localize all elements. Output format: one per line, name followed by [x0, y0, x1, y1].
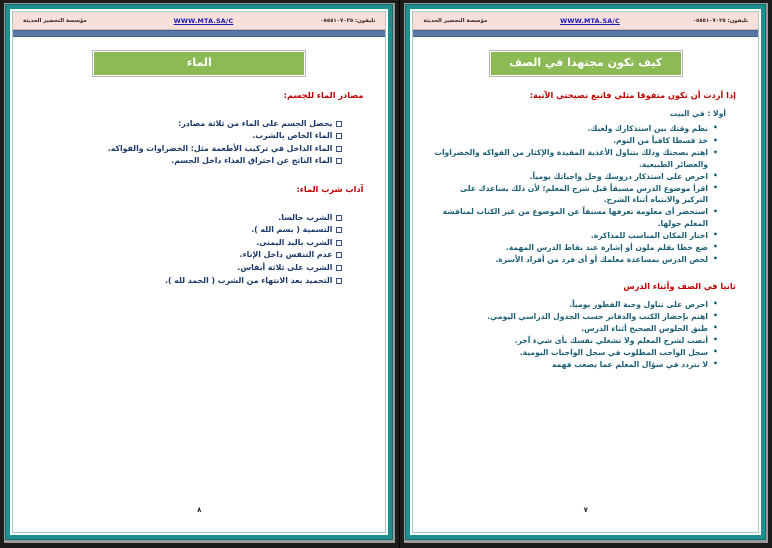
page-right-inner: [12, 11, 386, 533]
header-organization-left: مؤسسة التحضير الحديثة: [423, 17, 488, 24]
page-left-body: [413, 37, 758, 504]
list-item: • احرص على استذكار دروسك وحل واجباتك يومياً.: [433, 171, 718, 183]
list-item: التسمية ( بسم الله ).: [33, 224, 343, 237]
list-item: • طبق الجلوس الصحيح أثناء الدرس.: [433, 323, 718, 335]
spacer: [27, 108, 371, 118]
list-item: الشرب على ثلاثة أنفاس.: [33, 262, 343, 275]
list-item: الماء الخاص بالشرب.: [33, 130, 343, 143]
page-right-body: [13, 37, 385, 504]
page-left-container: [400, 0, 772, 548]
page-number-right: ٨: [197, 506, 202, 514]
page-left-title: كيف تكون مجتهدا في الصف: [490, 51, 682, 76]
list-item: • أنصت لشرح المعلم ولا تشغلي نفسك بأى شيء آخر.: [433, 335, 718, 347]
page-left-title-wrap: [427, 51, 744, 76]
list-item: • نظم وقتك بين استذكارك ولعبك.: [433, 123, 718, 135]
list-item: • لخص الدرس بمساعدة معلمك أو أى فرد من أفراد الأسرة.: [433, 254, 718, 266]
page-left-inner: [412, 11, 759, 533]
spacer: [27, 202, 371, 212]
list-item: • اهتم بإحضار الكتب والدفاتر حسب الجدول الدراسي اليومي.: [433, 311, 718, 323]
page-left-shadow: [404, 3, 768, 543]
page-left-footer: [413, 504, 758, 532]
page-number-left: ٧: [583, 506, 588, 514]
checkbox-list-water-sources: [33, 118, 343, 169]
page-right-shadow: [4, 3, 395, 543]
page-right: [6, 5, 392, 539]
section-heading-water-sources: مصادر الماء للجسم:: [283, 90, 364, 101]
bullet-list-home: [433, 123, 718, 265]
list-item: عدم التنفس داخل الإناء.: [33, 249, 343, 262]
header-website-link-right[interactable]: WWW.MTA.SA/C: [173, 16, 234, 25]
list-item: • اهتم بصحتك وذلك بتناول الأغذية المفيدة والإكثار من الفواكه والخضراوات والعصائر الطبيعية.: [433, 147, 718, 170]
list-item: الماء الناتج عن احتراق الغذاء داخل الجسم.: [33, 155, 343, 168]
section-heading-classroom: ثانيا في الصف وأثناء الدرس: [623, 281, 736, 292]
list-item: • خذ قسطا كافياً من النوم.: [433, 135, 718, 147]
header-rule-right: [13, 30, 385, 37]
list-item: الماء الداخل في تركيب الأطعمة مثل: الخضراوات والفواكه.: [33, 143, 343, 156]
checkbox-list-drinking-etiquette: [33, 212, 343, 288]
header-rule-left: [413, 30, 758, 37]
bullet-list-classroom: [433, 299, 718, 371]
header-organization-right: مؤسسة التحضير الحديثة: [23, 17, 87, 24]
section-heading-home: إذا أردت أن تكون متفوقا مثلي فاتبع نصيحتي الآتية:: [529, 90, 736, 101]
header-website-link-left[interactable]: WWW.MTA.SA/C: [560, 16, 620, 25]
header-phone-right: تليفون: ٠٥٥٥١٠٧٠٢٥: [320, 17, 376, 24]
header-phone-left: تليفون: ٠٥٥٥١٠٧٠٢٥: [692, 17, 748, 24]
section-subheading-home: أولا : في البيت: [669, 108, 726, 118]
list-item: الشرب جالسا.: [33, 212, 343, 225]
list-item: • استحضر أى معلومة تعرفها مسبقاً عن الموضوع من غير الكتاب لمناقشة المعلم حولها.: [433, 206, 718, 229]
list-item: • اختار المكان المناسب للمذاكرة.: [433, 230, 718, 242]
page-right-title: الماء: [93, 51, 305, 76]
page-left: [406, 5, 765, 539]
list-item: يحصل الجسم على الماء من ثلاثة مصادر:: [33, 118, 343, 131]
list-item: • لا نتردد في سؤال المعلم عما يصعب فهمه: [433, 359, 718, 371]
list-item: الشرب باليد اليمنى.: [33, 237, 343, 250]
list-item: • اقرأ موضوع الدرس مسبقاً قبل شرح المعلم؛ لأن ذلك يساعدك على التركيز والانتباه أثناء الشرح.: [433, 183, 718, 206]
page-right-footer: [13, 504, 385, 532]
section-heading-drinking-etiquette: آداب شرب الماء:: [296, 184, 364, 195]
list-item: • احرص على تناول وجبة الفطور يومياً.: [433, 299, 718, 311]
list-item: • سجل الواجب المطلوب في سجل الواجبات اليومية.: [433, 347, 718, 359]
page-right-title-wrap: [27, 51, 371, 76]
list-item: • ضع خطا بقلم ملون أو إشارة عند نقاط الدرس المهمة.: [433, 242, 718, 254]
page-right-header: [13, 12, 385, 30]
list-item: التحميد بعد الانتهاء من الشرب ( الحمد لله ).: [33, 275, 343, 288]
page-left-header: [413, 12, 758, 30]
